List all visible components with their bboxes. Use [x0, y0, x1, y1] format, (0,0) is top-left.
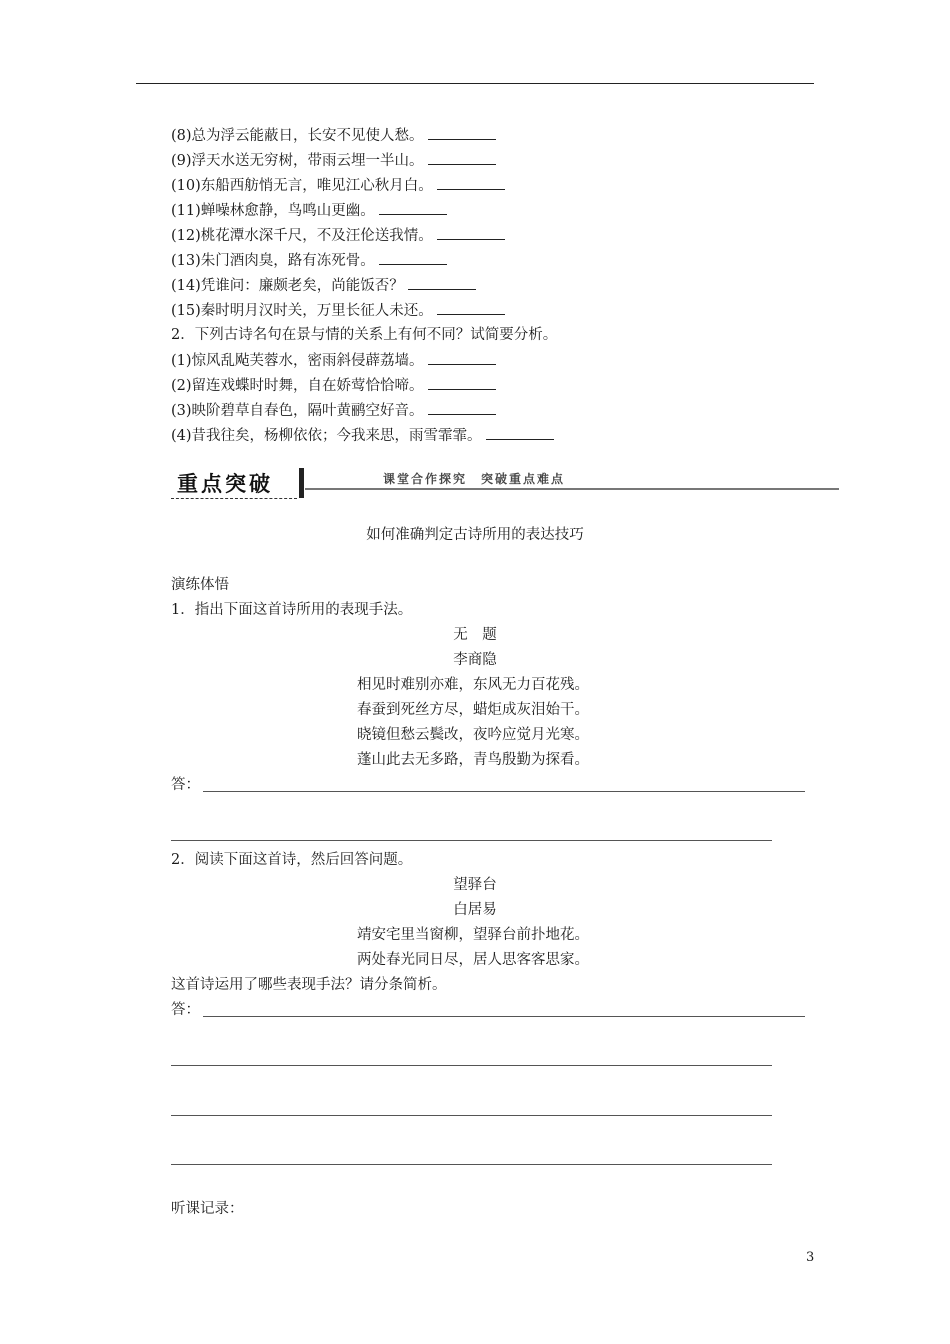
- page-number: 3: [806, 1250, 815, 1265]
- answer-blank[interactable]: [437, 176, 505, 190]
- answer-line[interactable]: [171, 1164, 772, 1165]
- list-item: (10)东船西舫悄无言，唯见江心秋月白。: [171, 176, 505, 195]
- answer-line[interactable]: [171, 1115, 772, 1116]
- question-1-prompt: 1．指出下面这首诗所用的表现手法。: [171, 602, 413, 618]
- answer-blank[interactable]: [437, 226, 505, 240]
- poem-line: 靖安宅里当窗柳，望驿台前扑地花。: [357, 927, 589, 943]
- poem-author: 白居易: [453, 902, 497, 918]
- notes-label: 听课记录：: [171, 1201, 244, 1217]
- list-item: (1)惊风乱飐芙蓉水，密雨斜侵薜荔墙。: [171, 351, 496, 370]
- question-2-prompt: 2．下列古诗名句在景与情的关系上有何不同？试简要分析。: [171, 327, 558, 343]
- banner-title: 重点突破: [177, 472, 273, 496]
- list-item: (4)昔我往矣，杨柳依依；今我来思，雨雪霏霏。: [171, 426, 554, 445]
- question-2-question: 这首诗运用了哪些表现手法？请分条简析。: [171, 977, 447, 993]
- answer-blank[interactable]: [379, 251, 447, 265]
- poem-line: 相见时难别亦难，东风无力百花残。: [357, 677, 589, 693]
- header-rule: [136, 83, 814, 84]
- answer-blank[interactable]: [428, 351, 496, 365]
- list-item: (2)留连戏蝶时时舞，自在娇莺恰恰啼。: [171, 376, 496, 395]
- banner-rule: [305, 488, 839, 490]
- answer-blank[interactable]: [408, 276, 476, 290]
- answer-blank[interactable]: [379, 201, 447, 215]
- answer-blank[interactable]: [428, 126, 496, 140]
- answer-label: 答：: [171, 1002, 200, 1018]
- poem-title: 望驿台: [453, 877, 497, 893]
- poem-author: 李商隐: [453, 652, 497, 668]
- list-item: (8)总为浮云能蔽日，长安不见使人愁。: [171, 126, 496, 145]
- poem-line: 蓬山此去无多路，青鸟殷勤为探看。: [357, 752, 589, 768]
- answer-line[interactable]: [203, 1016, 805, 1017]
- poem-line: 两处春光同日尽，居人思客客思家。: [357, 952, 589, 968]
- answer-blank[interactable]: [428, 401, 496, 415]
- practice-heading: 演练体悟: [171, 577, 229, 593]
- answer-line[interactable]: [171, 840, 772, 841]
- section-title: 如何准确判定古诗所用的表达技巧: [366, 527, 584, 543]
- answer-label: 答：: [171, 777, 200, 793]
- answer-blank[interactable]: [437, 301, 505, 315]
- answer-blank[interactable]: [428, 151, 496, 165]
- list-item: (14)凭谁问：廉颇老矣，尚能饭否？: [171, 276, 476, 295]
- banner-divider: [299, 468, 304, 498]
- answer-line[interactable]: [203, 791, 805, 792]
- poem-line: 晓镜但愁云鬓改，夜吟应觉月光寒。: [357, 727, 589, 743]
- list-item: (15)秦时明月汉时关，万里长征人未还。: [171, 301, 505, 320]
- list-item: (3)映阶碧草自春色，隔叶黄鹂空好音。: [171, 401, 496, 420]
- poem-line: 春蚕到死丝方尽，蜡炬成灰泪始干。: [357, 702, 589, 718]
- banner-subtitle: 课堂合作探究 突破重点难点: [383, 472, 566, 486]
- list-item: (9)浮天水送无穷树，带雨云埋一半山。: [171, 151, 496, 170]
- question-2-read-prompt: 2．阅读下面这首诗，然后回答问题。: [171, 852, 413, 868]
- list-item: (13)朱门酒肉臭，路有冻死骨。: [171, 251, 447, 270]
- list-item: (11)蝉噪林愈静，鸟鸣山更幽。: [171, 201, 447, 220]
- banner-underline: [171, 498, 297, 499]
- answer-line[interactable]: [171, 1065, 772, 1066]
- answer-blank[interactable]: [486, 426, 554, 440]
- section-banner: [171, 464, 839, 504]
- answer-blank[interactable]: [428, 376, 496, 390]
- list-item: (12)桃花潭水深千尺，不及汪伦送我情。: [171, 226, 505, 245]
- poem-title: 无 题: [453, 627, 497, 643]
